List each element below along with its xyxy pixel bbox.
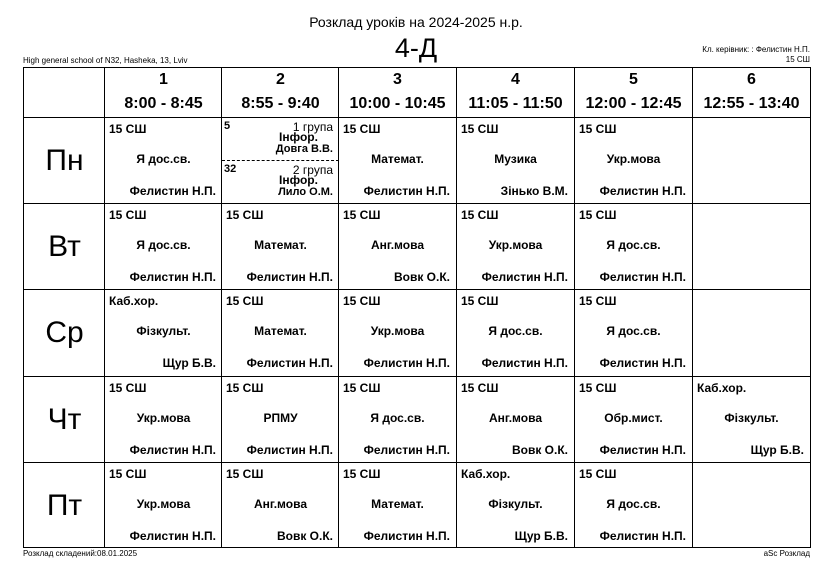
lesson-teacher: Фелистин Н.П. (363, 356, 450, 370)
lesson-group: 2 група (292, 163, 333, 177)
lesson-teacher: Фелистин Н.П. (599, 184, 686, 198)
period-number: 6 (747, 71, 756, 88)
lesson-cell (339, 463, 456, 549)
period-header (457, 68, 574, 117)
lesson-teacher: Фелистин Н.П. (129, 529, 216, 543)
school-name: High general school of N32, Hasheka, 13, Lviv (23, 56, 188, 65)
lesson-subject: Укр.мова (606, 152, 661, 166)
lesson-cell (457, 463, 574, 549)
lesson-room: 15 СШ (461, 381, 499, 395)
class-teacher-block (702, 45, 810, 65)
lesson-subject: Інфор. (279, 173, 318, 187)
lesson-room: Каб.хор. (697, 381, 747, 395)
lesson-subject: Я дос.св. (606, 497, 661, 511)
lesson-teacher: Зінько В.М. (500, 184, 568, 198)
group-lesson (222, 118, 339, 160)
period-time: 12:55 - 13:40 (703, 95, 800, 112)
lesson-subject: Я дос.св. (136, 152, 191, 166)
lesson-teacher: Фелистин Н.П. (246, 356, 333, 370)
lesson-teacher: Щур Б.В. (514, 529, 568, 543)
software-name: aSc Розклад (763, 549, 810, 558)
lesson-teacher: Фелистин Н.П. (599, 443, 686, 457)
lesson-subject: Анг.мова (489, 411, 542, 425)
lesson-cell (339, 118, 456, 204)
day-label: Пн (45, 144, 84, 177)
lesson-room: 15 СШ (579, 467, 617, 481)
lesson-teacher: Фелистин Н.П. (129, 184, 216, 198)
lesson-cell (339, 290, 456, 376)
lesson-subject: Укр.мова (370, 324, 425, 338)
lesson-subject: Анг.мова (254, 497, 307, 511)
period-time: 8:00 - 8:45 (124, 95, 203, 112)
lesson-subject: Математ. (371, 152, 424, 166)
lesson-teacher: Фелистин Н.П. (246, 270, 333, 284)
period-header (339, 68, 456, 117)
lesson-room: 15 СШ (109, 122, 147, 136)
class-teacher: Кл. керівник: : Фелистин Н.П. (702, 45, 810, 54)
period-time: 8:55 - 9:40 (241, 95, 320, 112)
lesson-cell (575, 463, 692, 549)
lesson-teacher: Фелистин Н.П. (481, 270, 568, 284)
lesson-teacher: Вовк О.К. (276, 529, 333, 543)
lesson-room: 15 СШ (226, 294, 264, 308)
period-time: 10:00 - 10:45 (349, 95, 446, 112)
lesson-cell (693, 377, 810, 463)
lesson-cell (105, 463, 222, 549)
lesson-cell (105, 204, 222, 290)
lesson-teacher: Фелистин Н.П. (599, 270, 686, 284)
lesson-subject: Математ. (254, 238, 307, 252)
lesson-room: 15 СШ (461, 122, 499, 136)
lesson-teacher: Фелистин Н.П. (599, 529, 686, 543)
lesson-room: 15 СШ (343, 467, 381, 481)
lesson-cell (575, 204, 692, 290)
period-number: 3 (393, 71, 402, 88)
lesson-teacher: Фелистин Н.П. (129, 443, 216, 457)
lesson-teacher: Фелистин Н.П. (599, 356, 686, 370)
lesson-cell (222, 463, 339, 549)
lesson-subject: Обр.мист. (604, 411, 663, 425)
lesson-room: 15 СШ (579, 294, 617, 308)
group-lesson (222, 161, 339, 203)
lesson-teacher: Довга В.В. (275, 143, 333, 155)
lesson-subject: Укр.мова (136, 497, 191, 511)
lesson-room: Каб.хор. (461, 467, 511, 481)
lesson-cell (339, 377, 456, 463)
lesson-cell (457, 290, 574, 376)
lesson-teacher: Фелистин Н.П. (246, 443, 333, 457)
timetable-grid (23, 67, 811, 548)
lesson-room: 15 СШ (109, 381, 147, 395)
lesson-cell (105, 118, 222, 204)
lesson-cell (339, 204, 456, 290)
lesson-room: 15 СШ (226, 467, 264, 481)
lesson-subject: Укр.мова (136, 411, 191, 425)
lesson-teacher: Фелистин Н.П. (129, 270, 216, 284)
lesson-room: 15 СШ (343, 208, 381, 222)
lesson-subject: Фізкульт. (724, 411, 779, 425)
period-number: 2 (276, 71, 285, 88)
lesson-teacher: Фелистин Н.П. (363, 184, 450, 198)
lesson-subject: Я дос.св. (606, 238, 661, 252)
lesson-cell (222, 377, 339, 463)
lesson-cell (105, 290, 222, 376)
lesson-teacher: Фелистин Н.П. (363, 529, 450, 543)
lesson-room: 15 СШ (461, 208, 499, 222)
lesson-cell (457, 204, 574, 290)
lesson-room: 15 СШ (109, 208, 147, 222)
period-header (222, 68, 339, 117)
lesson-room: 15 СШ (343, 122, 381, 136)
lesson-subject: РПМУ (263, 411, 298, 425)
lesson-subject: Фізкульт. (136, 324, 191, 338)
lesson-teacher: Щур Б.В. (750, 443, 804, 457)
lesson-teacher: Фелистин Н.П. (481, 356, 568, 370)
lesson-cell (575, 290, 692, 376)
lesson-room: 15 СШ (461, 294, 499, 308)
lesson-teacher: Лило О.М. (278, 186, 333, 198)
lesson-cell (575, 377, 692, 463)
period-header (105, 68, 222, 117)
lesson-teacher: Вовк О.К. (511, 443, 568, 457)
lesson-subject: Я дос.св. (370, 411, 425, 425)
lesson-teacher: Щур Б.В. (162, 356, 216, 370)
lesson-cell (105, 377, 222, 463)
day-label: Пт (46, 489, 83, 522)
lesson-subject: Я дос.св. (488, 324, 543, 338)
lesson-group: 1 група (292, 120, 333, 134)
day-label: Вт (48, 230, 81, 263)
lesson-room: 15 СШ (579, 122, 617, 136)
home-room: 15 СШ (785, 55, 810, 64)
lesson-subject: Інфор. (279, 130, 318, 144)
lesson-subject: Я дос.св. (606, 324, 661, 338)
lesson-cell (457, 118, 574, 204)
period-time: 11:05 - 11:50 (468, 95, 563, 112)
class-name: 4-Д (394, 33, 438, 63)
lesson-subject: Анг.мова (371, 238, 424, 252)
lesson-room: 32 (224, 163, 237, 175)
lesson-room: Каб.хор. (109, 294, 159, 308)
day-label: Чт (47, 403, 82, 436)
lesson-subject: Математ. (254, 324, 307, 338)
lesson-cell (222, 290, 339, 376)
lesson-cell-split (222, 118, 339, 204)
lesson-teacher: Вовк О.К. (393, 270, 450, 284)
lesson-room: 15 СШ (579, 208, 617, 222)
lesson-room: 15 СШ (226, 208, 264, 222)
lesson-room: 15 СШ (226, 381, 264, 395)
lesson-teacher: Фелистин Н.П. (363, 443, 450, 457)
period-header (575, 68, 692, 117)
period-time: 12:00 - 12:45 (585, 95, 682, 112)
lesson-room: 15 СШ (343, 294, 381, 308)
lesson-room: 5 (224, 120, 231, 132)
period-number: 1 (159, 71, 168, 88)
period-number: 4 (511, 71, 520, 88)
lesson-subject: Фізкульт. (488, 497, 543, 511)
lesson-cell (575, 118, 692, 204)
lesson-subject: Музика (494, 152, 537, 166)
lesson-room: 15 СШ (579, 381, 617, 395)
period-header (693, 68, 810, 117)
lesson-cell (222, 204, 339, 290)
lesson-room: 15 СШ (343, 381, 381, 395)
created-date: Розклад складений:08.01.2025 (23, 549, 138, 558)
lesson-subject: Я дос.св. (136, 238, 191, 252)
lesson-cell (457, 377, 574, 463)
lesson-room: 15 СШ (109, 467, 147, 481)
day-label: Ср (45, 316, 84, 349)
page-title: Розклад уроків на 2024-2025 н.р. (309, 14, 523, 30)
period-number: 5 (629, 71, 638, 88)
lesson-subject: Укр.мова (488, 238, 543, 252)
lesson-subject: Математ. (371, 497, 424, 511)
